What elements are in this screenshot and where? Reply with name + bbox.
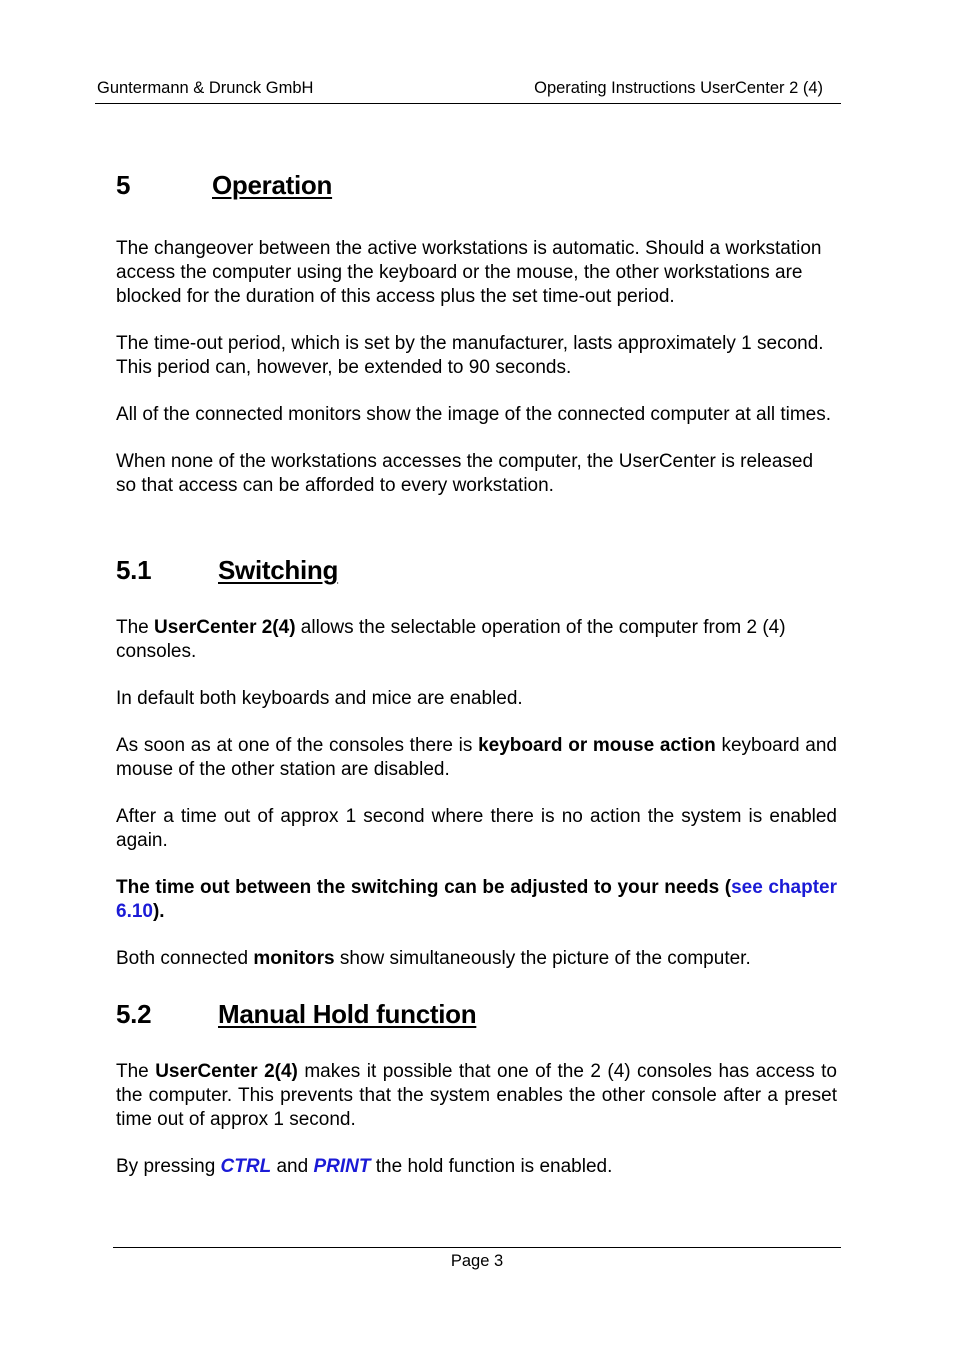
page-number: Page 3 xyxy=(450,1252,504,1270)
section-5-1-number: 5.1 xyxy=(116,555,152,585)
section-5-paragraph-1: The changeover between the active workstations is automatic. Should a workstation access the computer using the keyboard or the mouse, the other workstations are blocked for the duration of this access plus the set time-out period. xyxy=(116,238,822,307)
section-5-1-paragraph-5: The time out between the switching can be adjusted to your needs (see chapter 6.10). xyxy=(116,877,837,922)
section-5-paragraph-3: All of the connected monitors show the image of the connected computer at all times. xyxy=(116,404,831,425)
header-document-title: Operating Instructions UserCenter 2 (4) xyxy=(534,79,823,97)
section-5-1-title: Switching xyxy=(218,555,339,585)
page-header xyxy=(95,79,841,104)
page-content xyxy=(116,160,837,1179)
header-company: Guntermann & Drunck GmbH xyxy=(97,79,314,97)
section-5-2-number: 5.2 xyxy=(116,999,152,1029)
section-5-paragraph-2: The time-out period, which is set by the manufacturer, lasts approximately 1 second. This period can, however, be extended to 90 seconds. xyxy=(116,333,824,378)
section-5-1-paragraph-2: In default both keyboards and mice are enabled. xyxy=(116,688,523,709)
print-key-label: PRINT xyxy=(313,1156,371,1177)
section-5-2-title: Manual Hold function xyxy=(218,999,477,1029)
section-5-2-paragraph-1: The UserCenter 2(4) makes it possible that one of the 2 (4) consoles has access to the computer. This prevents that the system enables the other console after a preset time out of approx 1 second. xyxy=(116,1061,838,1130)
section-5-number: 5 xyxy=(116,170,131,200)
section-5-paragraph-4: When none of the workstations accesses the computer, the UserCenter is released so that access can be afforded to every workstation. xyxy=(116,451,814,496)
section-5-1-heading xyxy=(116,545,837,595)
section-5-2-paragraph-2: By pressing CTRL and PRINT the hold function is enabled. xyxy=(116,1156,613,1177)
section-5-1-paragraph-6: Both connected monitors show simultaneously the picture of the computer. xyxy=(116,948,751,969)
section-5-title: Operation xyxy=(212,170,333,200)
section-5-heading xyxy=(116,160,837,210)
section-5-1-paragraph-1: The UserCenter 2(4) allows the selectable operation of the computer from 2 (4) consoles. xyxy=(116,617,786,662)
section-5-1-paragraph-4: After a time out of approx 1 second where there is no action the system is enabled again. xyxy=(116,806,837,851)
section-5-1-paragraph-3: As soon as at one of the consoles there is keyboard or mouse action keyboard and mouse of the other station are disabled. xyxy=(116,735,838,780)
page-footer xyxy=(113,1247,841,1271)
section-5-2-heading xyxy=(116,989,837,1039)
monitors-emphasis: monitors xyxy=(253,948,335,969)
product-name: UserCenter 2(4) xyxy=(155,1061,298,1082)
action-emphasis: keyboard or mouse action xyxy=(478,735,716,756)
chapter-6-10-link[interactable]: see chapter 6.10 xyxy=(116,877,837,922)
product-name: UserCenter 2(4) xyxy=(154,617,296,638)
ctrl-key-label: CTRL xyxy=(220,1156,272,1177)
